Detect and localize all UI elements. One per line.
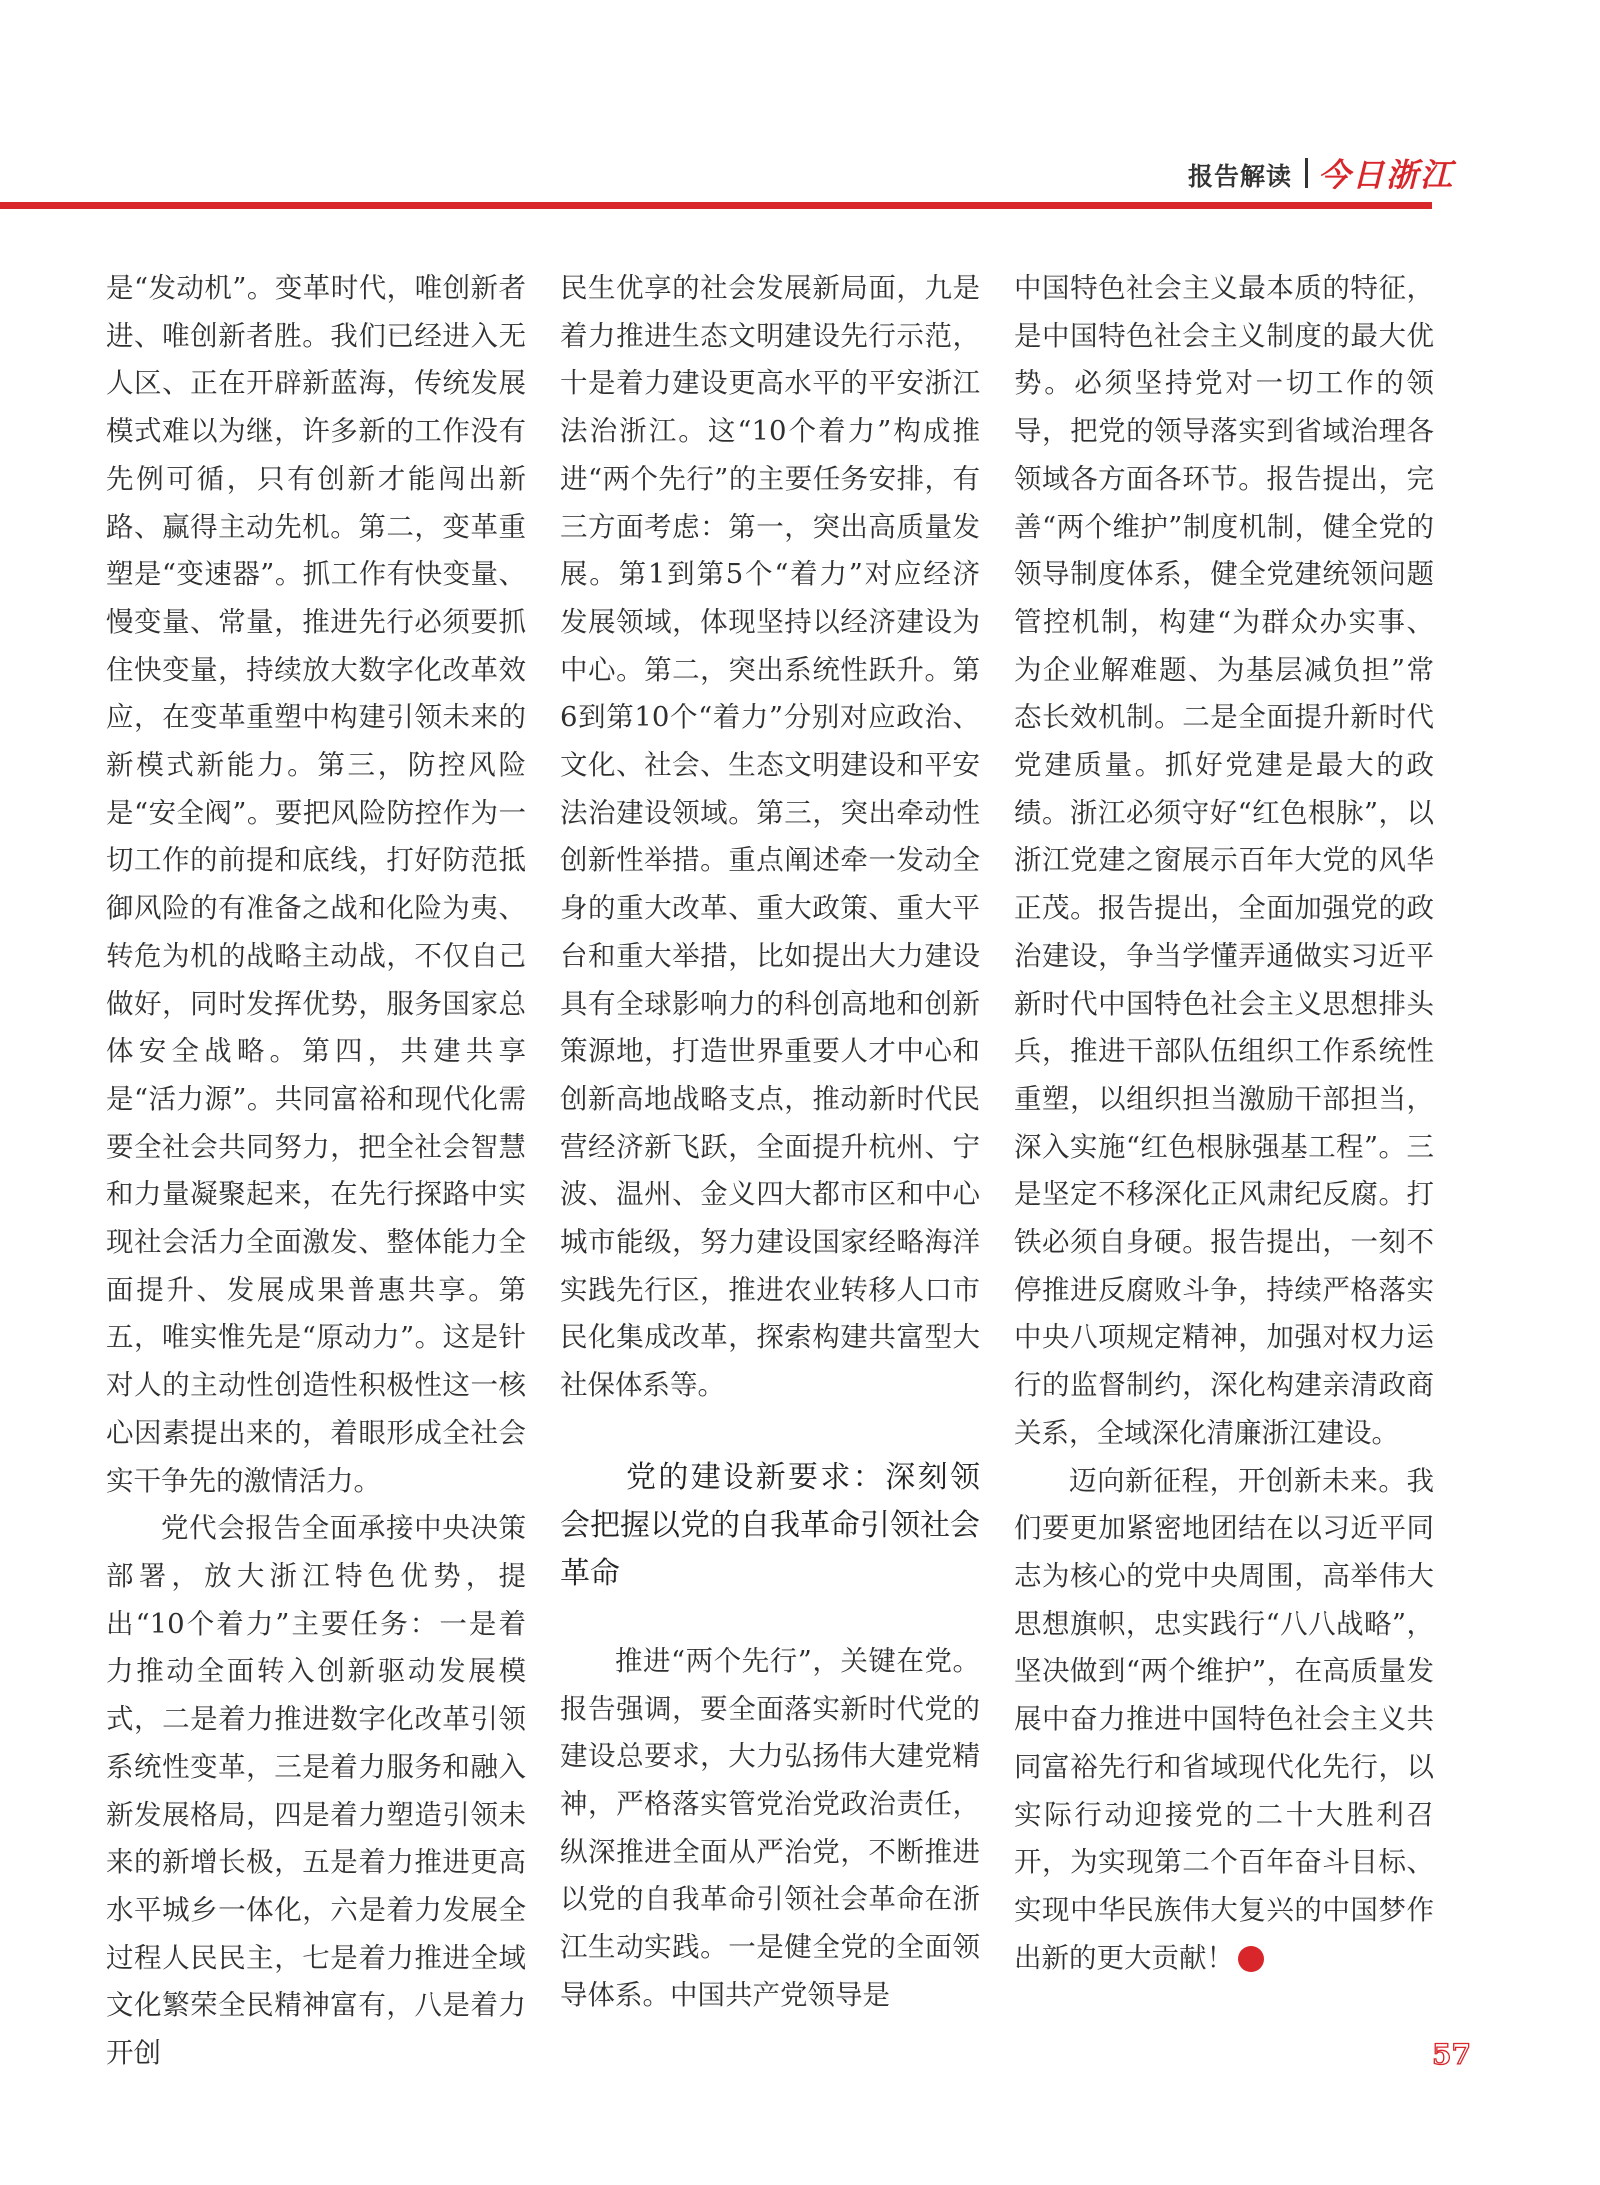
- section-heading: 党的建设新要求：深刻领会把握以党的自我革命引领社会革命: [560, 1459, 980, 1591]
- header-divider: [1305, 158, 1308, 188]
- text-column-3: [1014, 265, 1434, 1982]
- text-column-2: [560, 265, 980, 2020]
- end-mark-icon: 今: [1238, 1946, 1264, 1972]
- magazine-logo: 今日浙江: [1318, 156, 1455, 194]
- paragraph-text: 迈向新征程，开创新未来。我们要更加紧密地团结在以习近平同志为核心的党中央周围，高举伟大思想旗帜，忠实践行“八八战略”，坚决做到“两个维护”，在高质量发展中奋力推进中国特色社会主义共同富裕先行和省域现代化先行，以实际行动迎接党的二十大胜利召开，为实现第二个百年奋斗目标、实现中华民族伟大复兴的中国梦作出新的更大贡献！: [1014, 1464, 1434, 1974]
- page-number: 57: [1432, 2038, 1471, 2071]
- paragraph: 民生优享的社会发展新局面，九是着力推进生态文明建设先行示范，十是着力建设更高水平的平安浙江法治浙江。这“10个着力”构成推进“两个先行”的主要任务安排，有三方面考虑：第一，突出高质量发展。第1到第5个“着力”对应经济发展领域，体现坚持以经济建设为中心。第二，突出系统性跃升。第6到第10个“着力”分别对应政治、文化、社会、生态文明建设和平安法治建设领域。第三，突出牵动性创新性举措。重点阐述牵一发动全身的重大改革、重大政策、重大平台和重大举措，比如提出大力建设具有全球影响力的科创高地和创新策源地，打造世界重要人才中心和创新高地战略支点，推动新时代民营经济新飞跃，全面提升杭州、宁波、温州、金义四大都市区和中心城市能级，努力建设国家经略海洋实践先行区，推进农业转移人口市民化集成改革，探索构建共富型大社保体系等。: [560, 272, 980, 1402]
- header-red-rule: [0, 202, 1432, 209]
- paragraph: 党代会报告全面承接中央决策部署，放大浙江特色优势，提出“10个着力”主要任务：一是着力推动全面转入创新驱动发展模式，二是着力推进数字化改革引领系统性变革，三是着力服务和融入新发展格局，四是着力塑造引领未来的新增长极，五是着力推进更高水平城乡一体化，六是着力发展全过程人民民主，七是着力推进全域文化繁荣全民精神富有，八是着力开创: [106, 1512, 526, 2070]
- paragraph: 中国特色社会主义最本质的特征，是中国特色社会主义制度的最大优势。必须坚持党对一切工作的领导，把党的领导落实到省域治理各领域各方面各环节。报告提出，完善“两个维护”制度机制，健全党的领导制度体系，健全党建统领问题管控机制，构建“为群众办实事、为企业解难题、为基层减负担”常态长效机制。二是全面提升新时代党建质量。抓好党建是最大的政绩。浙江必须守好“红色根脉”，以浙江党建之窗展示百年大党的风华正茂。报告提出，全面加强党的政治建设，争当学懂弄通做实习近平新时代中国特色社会主义思想排头兵，推进干部队伍组织工作系统性重塑，以组织担当激励干部担当，深入实施“红色根脉强基工程”。三是坚定不移深化正风肃纪反腐。打铁必须自身硬。报告提出，一刻不停推进反腐败斗争，持续严格落实中央八项规定精神，加强对权力运行的监督制约，深化构建亲清政商关系，全域深化清廉浙江建设。: [1014, 272, 1434, 1449]
- paragraph: 推进“两个先行”，关键在党。报告强调，要全面落实新时代党的建设总要求，大力弘扬伟大建党精神，严格落实管党治党政治责任，纵深推进全面从严治党，不断推进以党的自我革命引领社会革命在浙江生动实践。一是健全党的全面领导体系。中国共产党领导是: [560, 1644, 980, 2011]
- text-column-1: [106, 265, 526, 2078]
- section-label: 报告解读: [1187, 162, 1292, 191]
- paragraph: 是“发动机”。变革时代，唯创新者进、唯创新者胜。我们已经进入无人区、正在开辟新蓝海，传统发展模式难以为继，许多新的工作没有先例可循，只有创新才能闯出新路、赢得主动先机。第二，变革重塑是“变速器”。抓工作有快变量、慢变量、常量，推进先行必须要抓住快变量，持续放大数字化改革效应，在变革重塑中构建引领未来的新模式新能力。第三，防控风险是“安全阀”。要把风险防控作为一切工作的前提和底线，打好防范抵御风险的有准备之战和化险为夷、转危为机的战略主动战，不仅自己做好，同时发挥优势，服务国家总体安全战略。第四，共建共享是“活力源”。共同富裕和现代化需要全社会共同努力，把全社会智慧和力量凝聚起来，在先行探路中实现社会活力全面激发、整体能力全面提升、发展成果普惠共享。第五，唯实惟先是“原动力”。这是针对人的主动性创造性积极性这一核心因素提出来的，着眼形成全社会实干争先的激情活力。: [106, 272, 526, 1497]
- paragraph-final: [1014, 1458, 1434, 1983]
